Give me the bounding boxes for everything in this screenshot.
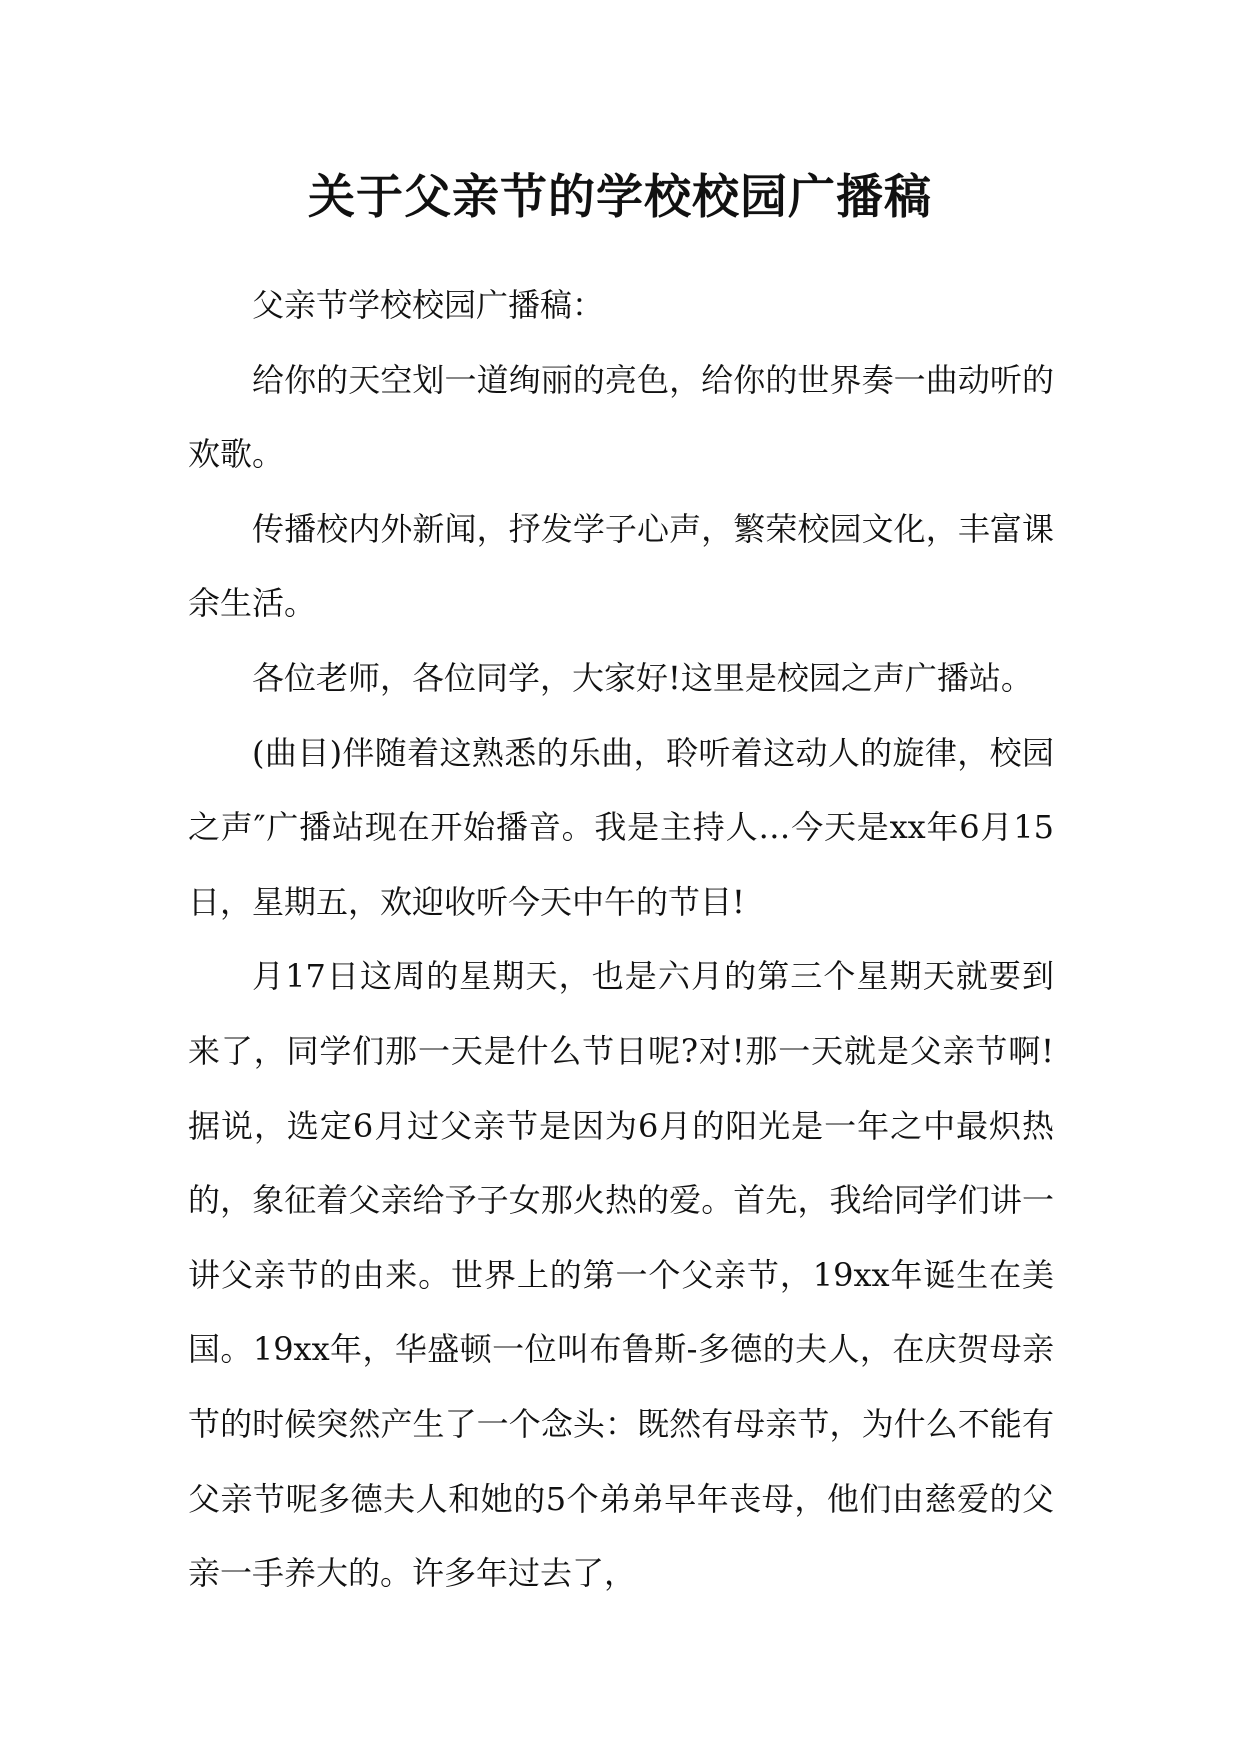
paragraph-slogan-2: 传播校内外新闻，抒发学子心声，繁荣校园文化，丰富课余生活。 — [188, 509, 1054, 623]
paragraph-intro: 父亲节学校校园广播稿： — [252, 286, 605, 324]
paragraph-opening: (曲目)伴随着这熟悉的乐曲，聆听着这动人的旋律，校园之声″广播站现在开始播音。我是主持人…今天是xx年6月15日，星期五，欢迎收听今天中午的节目! — [188, 733, 1054, 921]
paragraph-greeting: 各位老师，各位同学，大家好!这里是校园之声广播站。 — [252, 658, 1033, 697]
document-title: 关于父亲节的学校校园广播稿 — [308, 170, 932, 225]
paragraph-origin: 月17日这周的星期天，也是六月的第三个星期天就要到来了，同学们那一天是什么节日呢?对!那一天就是父亲节啊!据说，选定6月过父亲节是因为6月的阳光是一年之中最炽热的，象征着父亲给予子女那火热的爱。首先，我给同学们讲一讲父亲节的由来。世界上的第一个父亲节，19xx年诞生在美国。19xx年，华盛顿一位叫布鲁斯-多德的夫人，在庆贺母亲节的时候突然产生了一个念头：既然有母亲节，为什么不能有父亲节呢多德夫人和她的5个弟弟早年丧母，他们由慈爱的父亲一手养大的。许多年过去了， — [188, 957, 1054, 1593]
paragraph-slogan-1: 给你的天空划一道绚丽的亮色，给你的世界奏一曲动听的欢歌。 — [188, 360, 1054, 474]
document-body — [188, 268, 1054, 1611]
